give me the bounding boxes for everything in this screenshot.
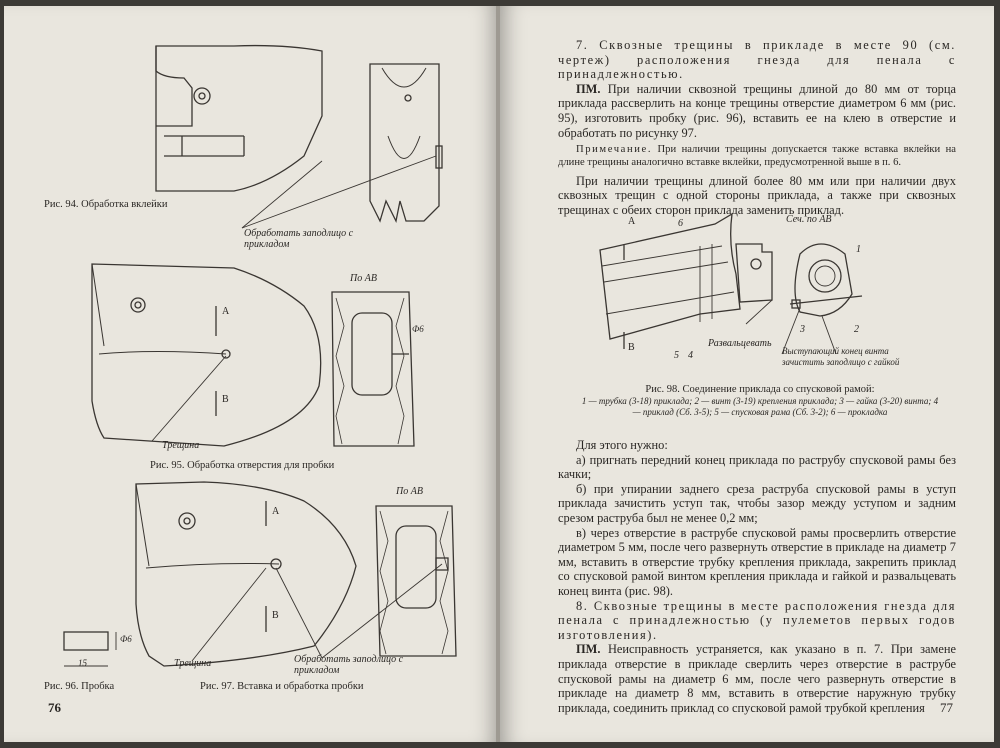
fig97-label: Обработать заподлицо с прикладом (294, 654, 404, 676)
fig94-label: Обработать заподлицо с прикладом (244, 228, 354, 250)
section-7-block (558, 38, 956, 218)
fig96-caption: Рис. 96. Пробка (44, 681, 115, 692)
page-number-left: 76 (48, 700, 61, 715)
fig98-caption-block (580, 384, 940, 418)
fig98-mark-b: В (628, 342, 635, 353)
section-7-pm-label: ПМ. (576, 81, 601, 96)
fig97-mark-a: А (272, 506, 280, 517)
section-7-heading: 7. Сквозные трещины в прикладе в месте 90 (см. чертеж) расположения гнезда для пенала с принадлежностью. (558, 38, 956, 82)
right-page (500, 6, 994, 742)
fig97-caption: Рис. 97. Вставка и обработка пробки (200, 681, 364, 692)
fig96-dimension-length: 15 (78, 658, 87, 668)
fig98-rivet-label: Развальцевать (708, 338, 772, 349)
fig95-caption: Рис. 95. Обработка отверстия для пробки (150, 460, 335, 471)
fig98-num-5: 5 (674, 350, 679, 361)
fig97-mark-b: В (272, 610, 279, 621)
section-8-pm-label: ПМ. (576, 642, 601, 657)
note-label: Примечание. (576, 144, 653, 156)
note-text: При наличии трещины допускается также вставка вклейки на длине трещины аналогично вставке вклейки, предусмотренной выше в п. 6. (558, 144, 956, 168)
section-8-pm-text: Неисправность устраняется, как указано в п. 7. При замене приклада отверстие в прикладе сверлить через отверстие в раструбе спусковой рамы на диаметр 6 мм, после чего развернуть отверстие в прикладе на диаметр 8 мм, вставить в отверстие наружную трубку приклада, соединить приклад со спусковой рамой трубкой крепления (558, 642, 956, 715)
fig96-dimension-dia: Ф6 (120, 634, 132, 644)
left-page (4, 6, 498, 742)
list-intro: Для этого нужно: (576, 438, 668, 452)
section-7-note (558, 144, 956, 170)
section-7-text2: При наличии трещины длиной более 80 мм или при наличии двух сквозных трещин с одной стороны приклада, а также при сквозных трещинах с обеих сторон приклада заменить приклад. (558, 173, 956, 217)
section-8-pm (558, 642, 956, 715)
section-8-heading: 8. Сквозные трещины в месте расположения гнезда для пенала с принадлежностью (у пулеметов первых годов изготовления). (558, 598, 956, 642)
fig96-drawing (64, 632, 116, 666)
fig98-num-1: 1 (856, 244, 861, 255)
fig98-num-3: 3 (800, 324, 805, 335)
fig95-dimension: Ф6 (412, 324, 424, 334)
list-item-a: а) пригнать передний конец приклада по раструбу спусковой рамы без качки; (558, 452, 956, 482)
fig97-drawing (136, 482, 456, 666)
fig98-section-label: Сеч. по АВ (786, 214, 832, 225)
fig98-num-6: 6 (678, 218, 683, 229)
fig98-legend: 1 — трубка (3-18) приклада; 2 — винт (3-19) крепления приклада; 3 — гайка (3-20) винта; 4 — приклад (Сб. 3-5); 5 — спусковая рама (Сб. 3-2); 6 — прокладка (581, 396, 939, 417)
fig98-drawing (500, 204, 994, 384)
fig95-mark-a: А (222, 306, 230, 317)
left-page-drawings (4, 6, 498, 742)
fig98-mark-a: А (628, 216, 636, 227)
fig97-section-label: По АВ (396, 486, 423, 497)
section-7-pm (558, 82, 956, 140)
fig98-num-4: 4 (688, 350, 693, 361)
fig98-screw-label: Выступающий конец винта зачистить заподлицо с гайкой (782, 346, 900, 367)
list-item-b: б) при упирании заднего среза раструба спусковой рамы в уступ приклада зачистить уступ так, чтобы зазор между уступом и задним срезом раструба был не менее 0,2 мм; (558, 481, 956, 525)
fig95-drawing (92, 264, 414, 446)
fig98-num-2: 2 (854, 324, 859, 335)
list-item-c: в) через отверстие в раструбе спусковой рамы просверлить отверстие диаметром 5 мм, после чего развернуть отверстие в прикладе на диаметр 7 мм, вставить в отверстие трубку крепления приклада, закрепить приклад со спусковой рамой винтом крепления приклада и гайкой и развальцевать конец винта (рис. 98). (558, 525, 956, 598)
fig94-caption: Рис. 94. Обработка вклейки (44, 199, 168, 210)
section-7-steps (558, 438, 956, 715)
fig98-caption: Рис. 98. Соединение приклада со спусковой рамой: (645, 384, 875, 395)
fig95-crack-label: Трещина (162, 440, 200, 451)
fig95-mark-b: В (222, 394, 229, 405)
section-7-pm-text: При наличии сквозной трещины длиной до 80 мм от торца приклада рассверлить на конце трещины отверстие диаметром 6 мм (рис. 95), изготовить пробку (рис. 96), вставить ее на клею в отверстие и обработать по рисунку 97. (558, 81, 956, 140)
fig95-section-label: По АВ (350, 273, 377, 284)
fig94-drawing (156, 46, 442, 228)
fig97-crack-label: Трещина (174, 658, 212, 669)
page-number-right: 77 (940, 700, 953, 715)
